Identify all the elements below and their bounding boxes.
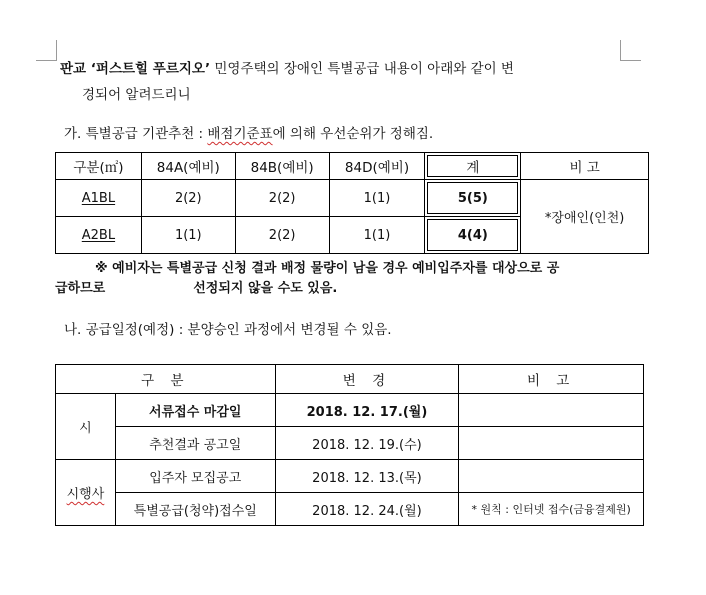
- table-row: [56, 493, 644, 526]
- cell-remark: *장애인(인천): [521, 180, 649, 254]
- group-label: 시행사: [66, 487, 105, 502]
- cell-total: 4(4): [425, 217, 521, 254]
- allocation-table: [55, 152, 649, 254]
- allocation-header-row: [56, 153, 649, 180]
- table-row: [56, 394, 644, 427]
- header-total: 계: [425, 153, 521, 180]
- schedule-item: 특별공급(청약)접수일: [115, 493, 275, 526]
- header-change: 변 경: [275, 365, 459, 394]
- header-remark: 비 고: [521, 153, 649, 180]
- schedule-date: 2018. 12. 13.(목): [275, 460, 459, 493]
- section-ga-term: 배점기준표: [207, 126, 273, 142]
- section-ga-prefix: 가. 특별공급 기관추천 :: [64, 126, 208, 142]
- note-line-2a: 급하므로: [55, 281, 106, 296]
- header-84b: 84B(예비): [235, 153, 329, 180]
- cell-84d: 1(1): [329, 180, 425, 217]
- schedule-item: 서류접수 마감일: [115, 394, 275, 427]
- note-line-2b: 선정되지 않을 수도 있음.: [193, 281, 338, 296]
- row-label: A1BL: [81, 190, 116, 206]
- intro-line-2: 경되어 알려드리니: [82, 87, 191, 103]
- table-row: [56, 427, 644, 460]
- schedule-note: [459, 394, 644, 427]
- project-title: 판교 ‘퍼스트힐 푸르지오’: [60, 61, 211, 77]
- schedule-date: 2018. 12. 19.(수): [275, 427, 459, 460]
- schedule-date: 2018. 12. 17.(월): [275, 394, 459, 427]
- reserve-note: [55, 259, 645, 299]
- schedule-table: [55, 364, 644, 526]
- schedule-note: [459, 460, 644, 493]
- header-remark: 비 고: [459, 365, 644, 394]
- schedule-date: 2018. 12. 24.(월): [275, 493, 459, 526]
- schedule-header-row: [56, 365, 644, 394]
- row-label: A2BL: [81, 227, 116, 243]
- cell-total: 5(5): [425, 180, 521, 217]
- schedule-item: 추천결과 공고일: [115, 427, 275, 460]
- intro-paragraph: [60, 56, 630, 108]
- section-ga-suffix: 에 의해 우선순위가 정해짐.: [272, 126, 434, 142]
- header-category: 구 분: [56, 365, 276, 394]
- group-label: 시: [56, 394, 116, 460]
- schedule-note: * 원칙 : 인터넷 접수(금융결제원): [459, 493, 644, 526]
- cell-84b: 2(2): [235, 217, 329, 254]
- header-84d: 84D(예비): [329, 153, 425, 180]
- table-row: [56, 180, 649, 217]
- header-category: 구분(㎡): [56, 153, 142, 180]
- section-ga: [64, 122, 433, 142]
- schedule-item: 입주자 모집공고: [115, 460, 275, 493]
- header-84a: 84A(예비): [141, 153, 235, 180]
- cell-84a: 1(1): [141, 217, 235, 254]
- cell-84d: 1(1): [329, 217, 425, 254]
- note-line-2: [55, 279, 645, 299]
- table-row: [56, 460, 644, 493]
- cell-84b: 2(2): [235, 180, 329, 217]
- crop-mark-top-left: [36, 40, 57, 61]
- cell-84a: 2(2): [141, 180, 235, 217]
- section-na: 나. 공급일정(예정) : 분양승인 과정에서 변경될 수 있음.: [64, 322, 392, 338]
- intro-line-1-rest: 민영주택의 장애인 특별공급 내용이 아래와 같이 변: [210, 61, 514, 77]
- intro-line-1: [60, 56, 630, 82]
- schedule-note: [459, 427, 644, 460]
- note-line-1: ※ 예비자는 특별공급 신청 결과 배정 물량이 남을 경우 예비입주자를 대상으로 공: [95, 261, 560, 276]
